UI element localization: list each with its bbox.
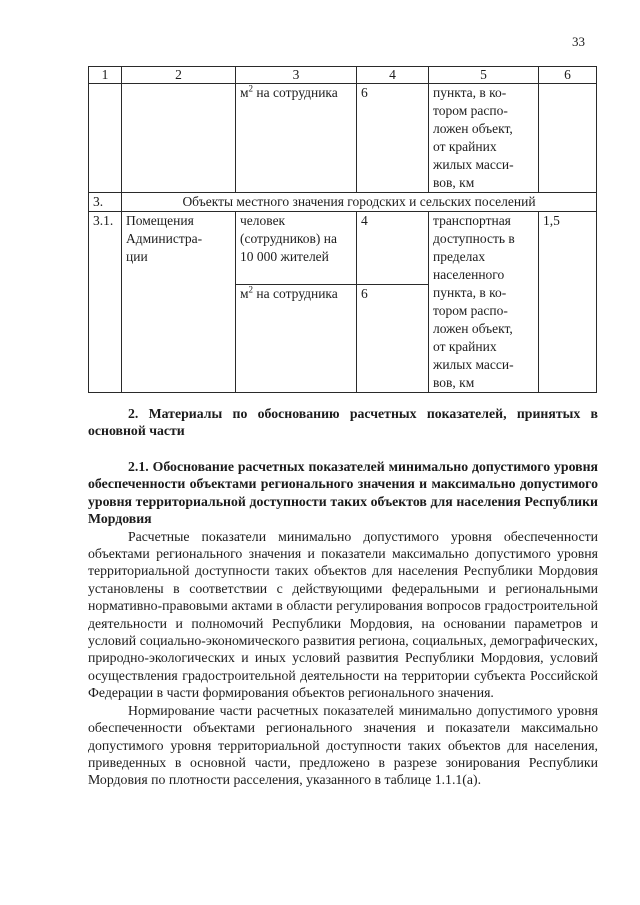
- cell-line: человек: [240, 213, 286, 228]
- cell-line: тором распо-: [433, 103, 508, 118]
- value-cell: 6: [357, 285, 429, 393]
- section-2-block: [88, 405, 598, 440]
- unit-base: м: [240, 85, 249, 100]
- column-header: 1: [89, 67, 122, 84]
- cell-line: ложен объект,: [433, 321, 513, 336]
- section-2-1-block: [88, 458, 598, 789]
- cell-line: тором распо-: [433, 303, 508, 318]
- cell-line: пределах: [433, 249, 486, 264]
- column-header: 3: [236, 67, 357, 84]
- cell-line: Помещения: [126, 213, 194, 228]
- cell-line: доступность в: [433, 231, 515, 246]
- column-header: 5: [429, 67, 539, 84]
- object-name-cell: [122, 84, 236, 193]
- page-number: 33: [572, 34, 585, 49]
- value-cell: 6: [357, 84, 429, 193]
- table-row: [89, 84, 597, 193]
- value-cell: 4: [357, 212, 429, 285]
- cell-line: от крайних: [433, 139, 497, 154]
- body-paragraph: Расчетные показатели минимально допустимого уровня обеспеченности объектами регионального значения и показатели максимально допустимого уровня территориальной доступности таких объектов для населения Республики Мордовия установлены в соответствии с действующими федеральными и региональными нормативно-правовыми актами в области регулирования вопросов градостроительной деятельности и полномочий Республики Мордовия, на основании параметров и условий социально-экономического развития региона, социальных, демографических, природно-экологических и иных условий развития Республики Мордовия, условий осуществления градостроительной деятельности на территории субъекта Российской Федерации в части формирования объектов регионального значения.: [88, 528, 598, 701]
- table-row: [89, 212, 597, 285]
- cell-line: вов, км: [433, 375, 475, 390]
- row-number-cell: 3.: [89, 193, 122, 212]
- column-header: 2: [122, 67, 236, 84]
- unit-rest: на сотрудника: [253, 85, 338, 100]
- cell-line: (сотрудников) на: [240, 231, 337, 246]
- cell-line: ложен объект,: [433, 121, 513, 136]
- unit-rest: на сотрудника: [253, 286, 338, 301]
- cell-line: Администра-: [126, 231, 203, 246]
- unit-superscript: 2: [248, 284, 254, 295]
- section-heading: 2. Материалы по обоснованию расчетных показателей, принятых в основной части: [88, 406, 598, 439]
- accessibility-cell: [429, 84, 539, 193]
- unit-cell: [236, 285, 357, 393]
- column-header: 4: [357, 67, 429, 84]
- accessibility-cell: [429, 212, 539, 393]
- unit-superscript: 2: [248, 83, 254, 94]
- unit-base: м: [240, 286, 249, 301]
- subsection-heading: 2.1. Обоснование расчетных показателей минимально допустимого уровня обеспеченности объектами регионального значения и максимально допустимого уровня территориальной доступности таких объектов для населения Республики Мордовия: [88, 459, 598, 527]
- row-number-cell: [89, 84, 122, 193]
- body-paragraph: Нормирование части расчетных показателей минимально допустимого уровня обеспеченности объектами регионального значения и показатели максимально допустимого уровня территориальной доступности таких объектов для населения, приведенных в основной части, предложено в разрезе зонирования Республики Мордовия по плотности расселения, указанного в таблице 1.1.1(а).: [88, 702, 598, 788]
- unit-cell: [236, 212, 357, 285]
- cell-line: ции: [126, 249, 148, 264]
- row-number-cell: 3.1.: [89, 212, 122, 393]
- cell-line: транспортная: [433, 213, 511, 228]
- accessibility-value-cell: 1,5: [539, 212, 597, 393]
- cell-line: от крайних: [433, 339, 497, 354]
- section-title-cell: Объекты местного значения городских и сельских поселений: [122, 193, 597, 212]
- cell-line: пункта, в ко-: [433, 85, 507, 100]
- table-header-row: [89, 67, 597, 84]
- cell-line: жилых масси-: [433, 357, 514, 372]
- cell-line: жилых масси-: [433, 157, 514, 172]
- cell-line: вов, км: [433, 175, 475, 190]
- cell-line: пункта, в ко-: [433, 285, 507, 300]
- norms-table: [88, 66, 597, 393]
- section-row: [89, 193, 597, 212]
- column-header: 6: [539, 67, 597, 84]
- cell-line: 10 000 жителей: [240, 249, 329, 264]
- cell-line: населенного: [433, 267, 505, 282]
- accessibility-value-cell: [539, 84, 597, 193]
- unit-cell: [236, 84, 357, 193]
- object-name-cell: [122, 212, 236, 393]
